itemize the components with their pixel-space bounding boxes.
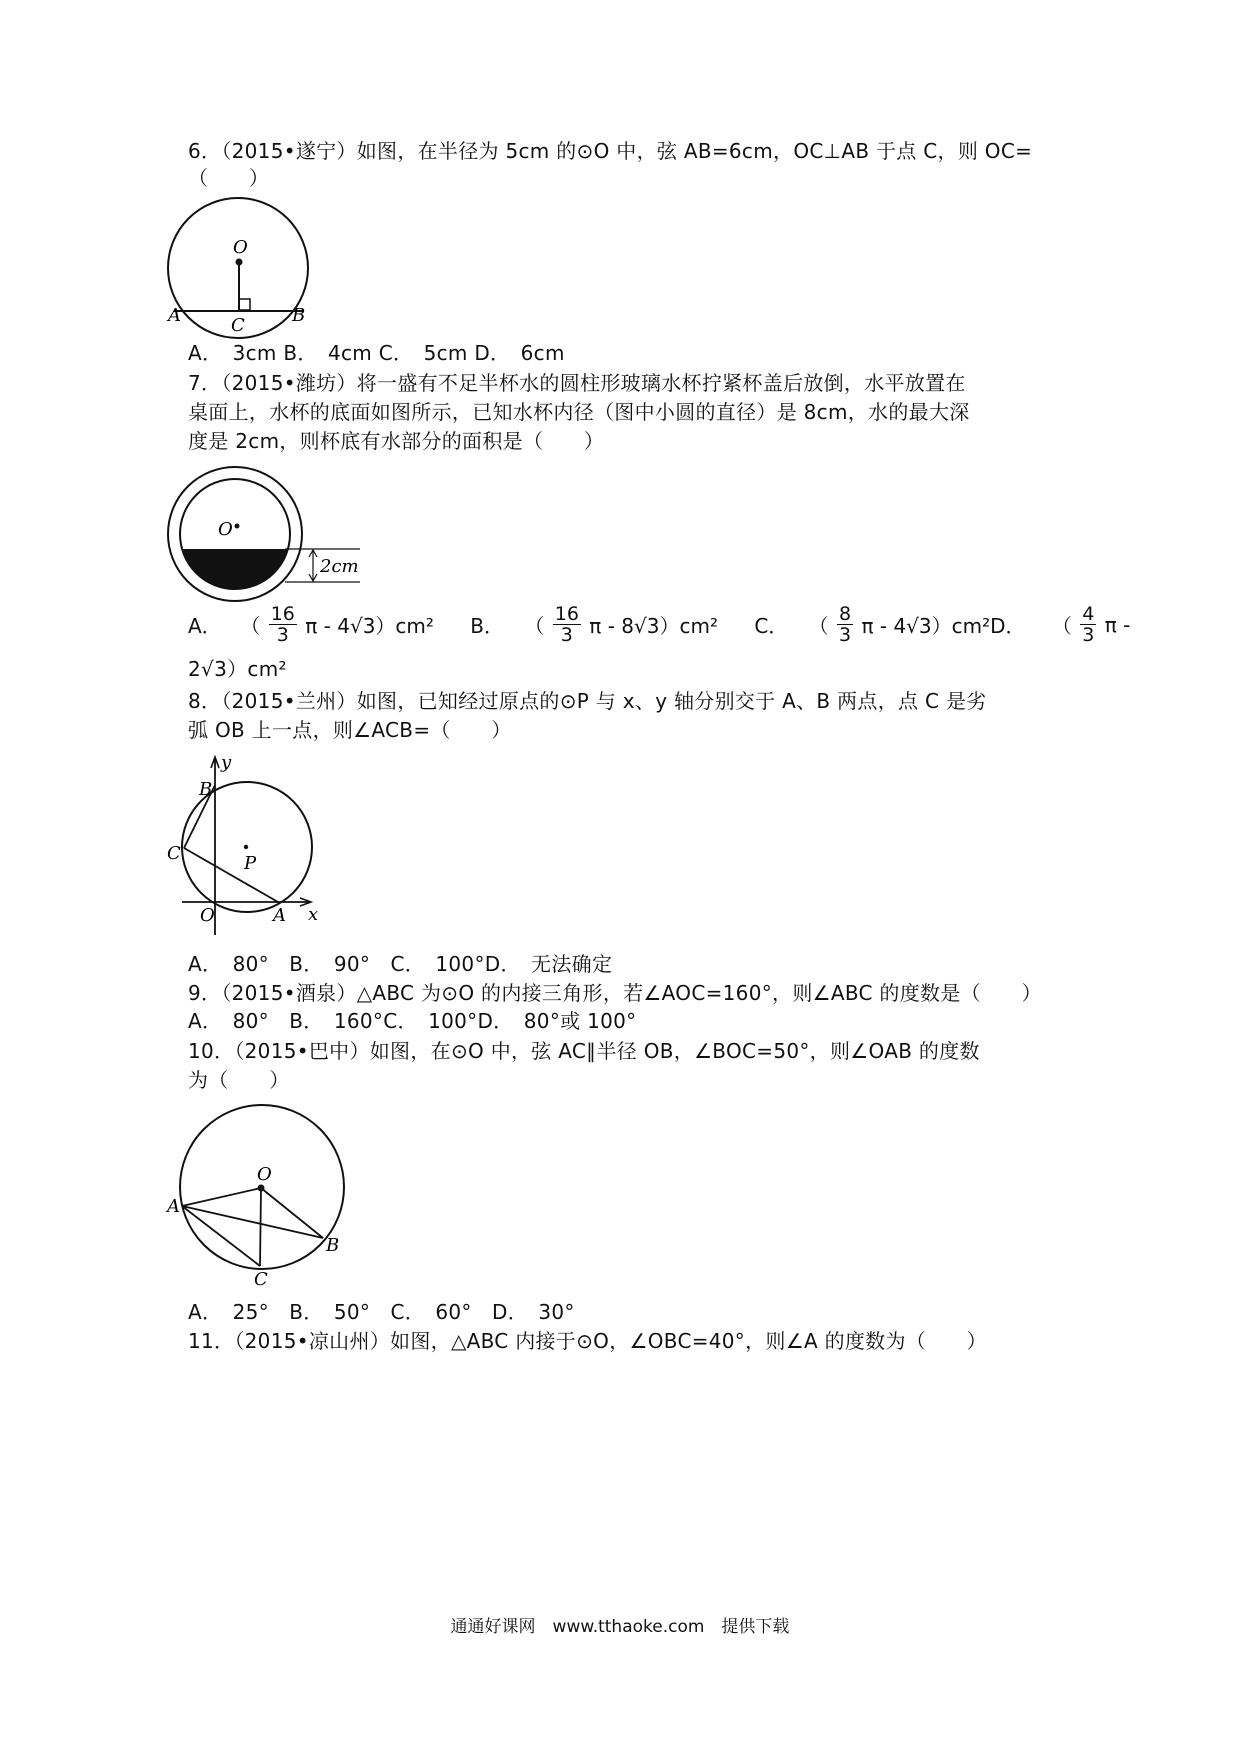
q7-option-a-fraction bbox=[269, 604, 297, 645]
q8-options: A． 80° B． 90° C． 100°D． 无法确定 bbox=[188, 952, 613, 976]
q6-label-b: B bbox=[292, 305, 306, 326]
q7-option-d-num: 4 bbox=[1082, 603, 1095, 625]
q6-options: A． 3cm B． 4cm C． 5cm D． 6cm bbox=[188, 341, 565, 365]
q7-figure bbox=[160, 462, 420, 610]
q8-label-o: O bbox=[200, 905, 215, 926]
q9-line1: 9．（2015•酒泉）△ABC 为⊙O 的内接三角形，若∠AOC=160°，则∠ABC 的度数是（ ） bbox=[188, 981, 1042, 1005]
q7-option-c-fraction bbox=[837, 604, 853, 645]
q6-figure bbox=[160, 190, 360, 350]
q7-option-d-rest: π - bbox=[1104, 612, 1131, 637]
q8-figure bbox=[160, 750, 360, 950]
q7-line2: 桌面上，水杯的底面如图所示，已知水杯内径（图中小圆的直径）是 8cm，水的最大深 bbox=[188, 400, 970, 424]
q7-option-c-den: 3 bbox=[839, 624, 852, 646]
q7-option-d-den: 3 bbox=[1082, 624, 1095, 646]
q7-options-row1 bbox=[188, 604, 1130, 645]
q6-label-o: O bbox=[233, 237, 248, 258]
q10-label-o: O bbox=[257, 1164, 272, 1185]
q6-label-c: C bbox=[231, 315, 245, 336]
q7-option-b-rest: π - 8√3）cm² bbox=[589, 614, 718, 638]
q6-line2: （ ） bbox=[188, 166, 270, 190]
q7-line3: 度是 2cm，则杯底有水部分的面积是（ ） bbox=[188, 429, 605, 453]
q7-option-a-open: （ bbox=[240, 614, 261, 638]
q10-options: A． 25° B． 50° C． 60° D． 30° bbox=[188, 1300, 575, 1324]
q7-line1: 7．（2015•潍坊）将一盛有不足半杯水的圆柱形玻璃水杯拧紧杯盖后放倒，水平放置在 bbox=[188, 371, 966, 395]
q10-figure bbox=[160, 1098, 380, 1298]
q7-option-c-num: 8 bbox=[839, 603, 852, 625]
q8-line1: 8．（2015•兰州）如图，已知经过原点的⊙P 与 x、y 轴分别交于 A、B 两点，点 C 是劣 bbox=[188, 689, 987, 713]
q9-options: A． 80° B． 160°C． 100°D． 80°或 100° bbox=[188, 1009, 637, 1033]
q10-label-c: C bbox=[254, 1269, 268, 1290]
q7-option-b-num: 16 bbox=[554, 603, 579, 625]
page-footer: 通通好课网 www.tthaoke.com 提供下载 bbox=[450, 1617, 790, 1637]
q7-option-b-label: B． bbox=[470, 614, 505, 638]
q7-option-d-open: （ bbox=[1051, 614, 1072, 638]
q7-option-b-den: 3 bbox=[560, 624, 573, 646]
q8-line2: 弧 OB 上一点，则∠ACB=（ ） bbox=[188, 718, 512, 742]
q7-label-depth: 2cm bbox=[320, 556, 359, 577]
q6-line1: 6．（2015•遂宁）如图，在半径为 5cm 的⊙O 中，弦 AB=6cm，OC⊥AB 于点 C，则 OC= bbox=[188, 139, 1033, 163]
q7-label-o: O bbox=[218, 519, 233, 540]
q7-option-a-num: 16 bbox=[270, 603, 295, 625]
q8-label-x: x bbox=[308, 904, 319, 925]
q7-option-a-label: A． bbox=[188, 614, 222, 638]
q7-option-a-den: 3 bbox=[276, 624, 289, 646]
q8-label-a: A bbox=[273, 905, 286, 926]
q6-label-a: A bbox=[168, 305, 181, 326]
q8-label-p: P bbox=[244, 853, 257, 874]
q7-option-c-label: C． bbox=[754, 614, 789, 638]
q7-option-c-open: （ bbox=[808, 614, 829, 638]
q7-option-a-rest: π - 4√3）cm² bbox=[305, 614, 434, 638]
q7-option-d-cont: 2√3）cm² bbox=[188, 657, 287, 681]
q8-label-y: y bbox=[221, 752, 232, 773]
q8-label-b: B bbox=[199, 779, 213, 800]
q7-option-b-open: （ bbox=[524, 614, 545, 638]
q10-line1: 10．（2015•巴中）如图，在⊙O 中，弦 AC∥半径 OB，∠BOC=50°，则∠OAB 的度数 bbox=[188, 1039, 980, 1063]
q8-label-c: C bbox=[167, 843, 181, 864]
q7-option-c-rest: π - 4√3）cm²D． bbox=[861, 614, 1026, 638]
q7-option-b-fraction bbox=[553, 604, 581, 645]
q10-line2: 为（ ） bbox=[188, 1068, 290, 1092]
q7-option-d-fraction bbox=[1080, 604, 1096, 645]
q10-label-a: A bbox=[167, 1196, 180, 1217]
q10-label-b: B bbox=[326, 1235, 340, 1256]
q11-line1: 11．（2015•凉山州）如图，△ABC 内接于⊙O，∠OBC=40°，则∠A 的度数为（ ） bbox=[188, 1329, 987, 1353]
